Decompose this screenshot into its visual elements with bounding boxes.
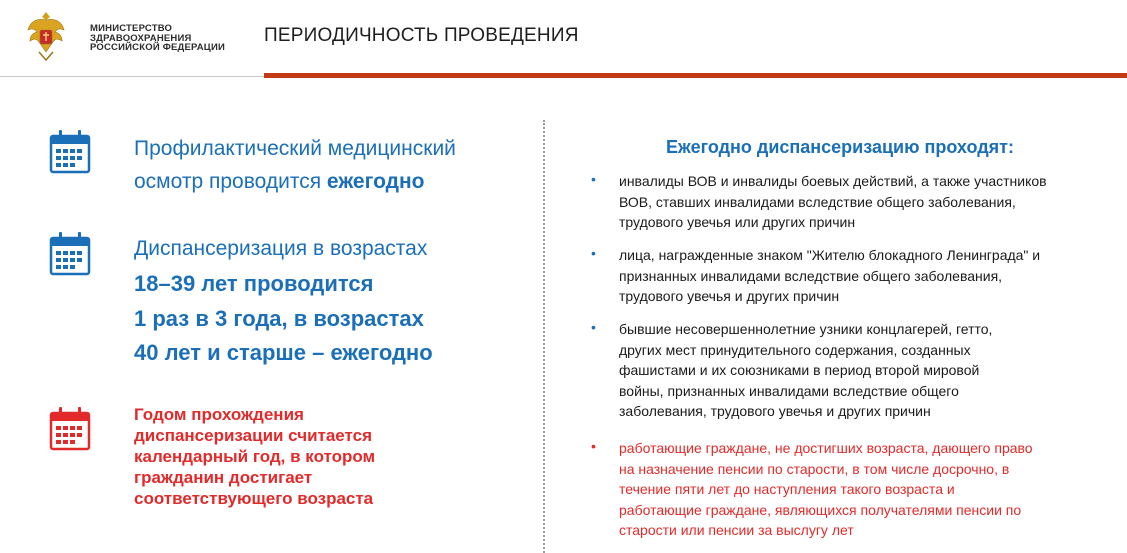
- list-item: [591, 438, 1033, 541]
- calendar-icon: [48, 405, 92, 453]
- list-item-line: бывшие несовершеннолетние узники концлагерей, гетто,: [619, 321, 993, 337]
- year-rule-line: соответствующего возраста: [134, 489, 374, 508]
- list-item-line: лица, награжденные знаком "Жителю блокадного Ленинграда" и: [619, 247, 1041, 263]
- list-item-line: ВОВ, ставших инвалидами вследствие общего заболевания,: [619, 193, 1016, 210]
- header-accent-bar: [264, 73, 1127, 78]
- ministry-name-line: МИНИСТЕРСТВО: [90, 23, 173, 34]
- profosmotr-line2: [134, 166, 424, 198]
- profosmotr-line1: Профилактический медицинский: [134, 137, 456, 160]
- dispanserization-line4: 40 лет и старше – ежегодно: [134, 340, 433, 365]
- list-item-line: заболевания, трудового увечья и других причин: [619, 403, 931, 419]
- calendar-icon: [48, 128, 92, 176]
- list-item-line: инвалиды ВОВ и инвалиды боевых действий, а также участников: [619, 173, 1047, 189]
- dispanserization-line1: Диспансеризация в возрастах: [134, 237, 428, 260]
- calendar-icon: [48, 230, 92, 278]
- year-rule-line: диспансеризации считается: [134, 426, 373, 445]
- list-item: [591, 171, 1047, 233]
- list-item-line: фашистами и их союзниками в период второй мировой: [619, 362, 980, 378]
- bullet-icon: •: [591, 438, 596, 454]
- list-item-line: трудового увечья и других причин: [619, 288, 840, 304]
- annual-list-title: Ежегодно диспансеризацию проходят:: [666, 137, 1014, 157]
- ministry-name-line: ЗДРАВООХРАНЕНИЯ: [90, 32, 192, 44]
- profosmotr-emphasis: ежегодно: [326, 170, 425, 193]
- year-rule-line: календарный год, в котором: [134, 447, 376, 466]
- page-title: ПЕРИОДИЧНОСТЬ ПРОВЕДЕНИЯ: [264, 25, 579, 46]
- bullet-icon: •: [591, 245, 596, 261]
- list-item-line: работающие граждане, являющихся получателями пенсии по: [619, 501, 1022, 518]
- ministry-emblem-icon: [26, 8, 66, 64]
- list-item-line: старости или пенсии за выслугу лет: [619, 522, 854, 538]
- bullet-icon: •: [591, 171, 596, 187]
- list-item: [591, 319, 993, 422]
- list-item-line: войны, признанных инвалидами вследствие общего: [619, 382, 959, 399]
- list-item-line: работающие граждане, не достигших возраста, дающего право: [619, 440, 1033, 456]
- list-item-line: на назначение пенсии по старости, в том числе досрочно, в: [619, 460, 1010, 477]
- list-item-line: признанных инвалидами вследствие общего заболевания,: [619, 267, 1003, 284]
- profosmotr-line2-text: осмотр проводится: [134, 170, 327, 193]
- dispanserization-line3: 1 раз в 3 года, в возрастах: [134, 306, 424, 331]
- year-rule-line: Годом прохождения: [134, 405, 304, 424]
- ministry-name-line: РОССИЙСКОЙ ФЕДЕРАЦИИ: [90, 42, 226, 53]
- year-rule-line: гражданин достигает: [134, 468, 313, 487]
- ministry-name: [90, 24, 225, 53]
- list-item: [591, 245, 1041, 307]
- column-divider: [543, 120, 545, 553]
- bullet-icon: •: [591, 319, 596, 335]
- dispanserization-line2: 18–39 лет проводится: [134, 271, 374, 296]
- list-item-line: течение пяти лет до наступления такого возраста и: [619, 481, 955, 497]
- list-item-line: трудового увечья или других причин: [619, 214, 856, 230]
- header-divider: [0, 76, 264, 77]
- list-item-line: других мест принудительного содержания, созданных: [619, 341, 971, 358]
